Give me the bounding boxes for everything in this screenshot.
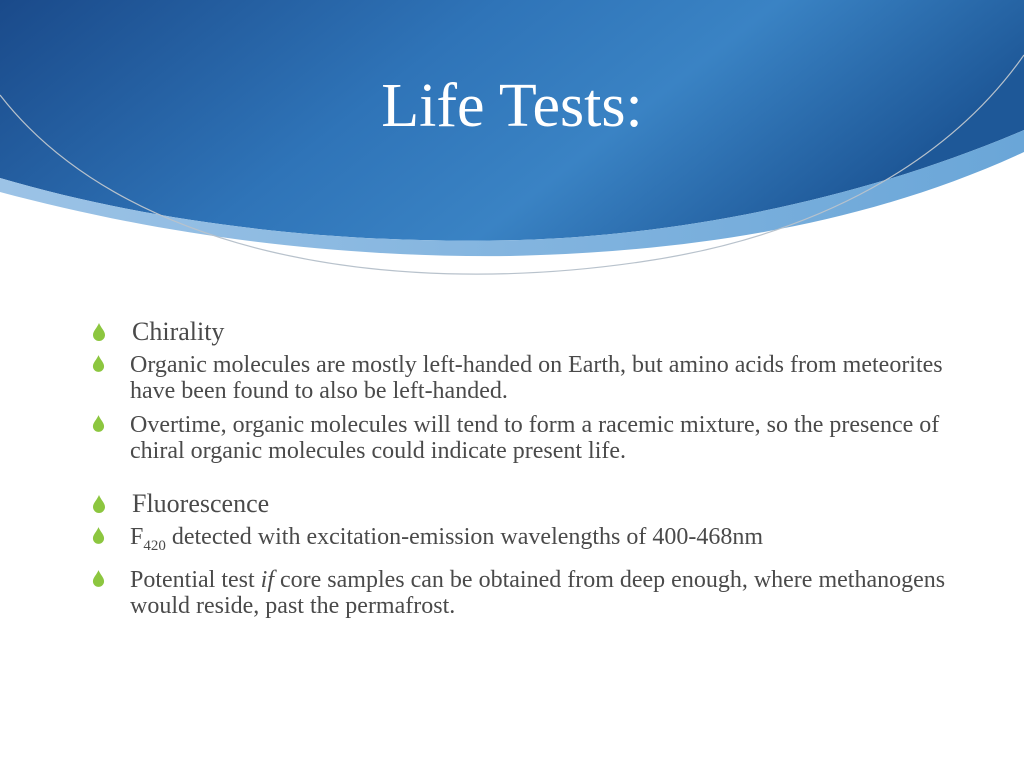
bullet-fluorescence	[92, 488, 952, 520]
slide-content	[92, 310, 952, 619]
bullet-chirality-2	[92, 412, 952, 464]
drop-bullet-icon	[92, 323, 106, 341]
bullet-chirality	[92, 316, 952, 348]
bullet-text	[130, 524, 952, 559]
bullet-chirality-1	[92, 352, 952, 404]
bullet-fluorescence-1	[92, 524, 952, 559]
bullet-emphasis: if	[260, 567, 274, 593]
bullet-text	[130, 567, 952, 619]
section-heading: Chirality	[132, 317, 225, 346]
section-heading: Fluorescence	[132, 489, 270, 518]
bullet-text: Overtime, organic molecules will tend to form a racemic mixture, so the presence of chiral organic molecules could indicate present life.	[130, 412, 940, 464]
drop-bullet-icon	[92, 570, 105, 587]
compound-subscript: 420	[143, 538, 166, 554]
drop-bullet-icon	[92, 355, 105, 372]
bullet-text-after: core samples can be obtained from deep enough, where methanogens would reside, past the permafrost.	[130, 567, 946, 619]
slide-title: Life Tests:	[381, 72, 643, 140]
drop-bullet-icon	[92, 527, 105, 544]
bullet-text: Organic molecules are mostly left-handed on Earth, but amino acids from meteorites have been found to also be left-handed.	[130, 352, 943, 404]
bullet-text-rest: detected with excitation-emission wavelengths of 400-468nm	[165, 524, 764, 550]
bullet-fluorescence-2	[92, 567, 952, 619]
drop-bullet-icon	[92, 415, 105, 432]
header-banner	[0, 0, 1024, 300]
bullet-text-before: Potential test	[130, 567, 261, 593]
compound-symbol: F	[130, 524, 144, 550]
drop-bullet-icon	[92, 495, 106, 513]
